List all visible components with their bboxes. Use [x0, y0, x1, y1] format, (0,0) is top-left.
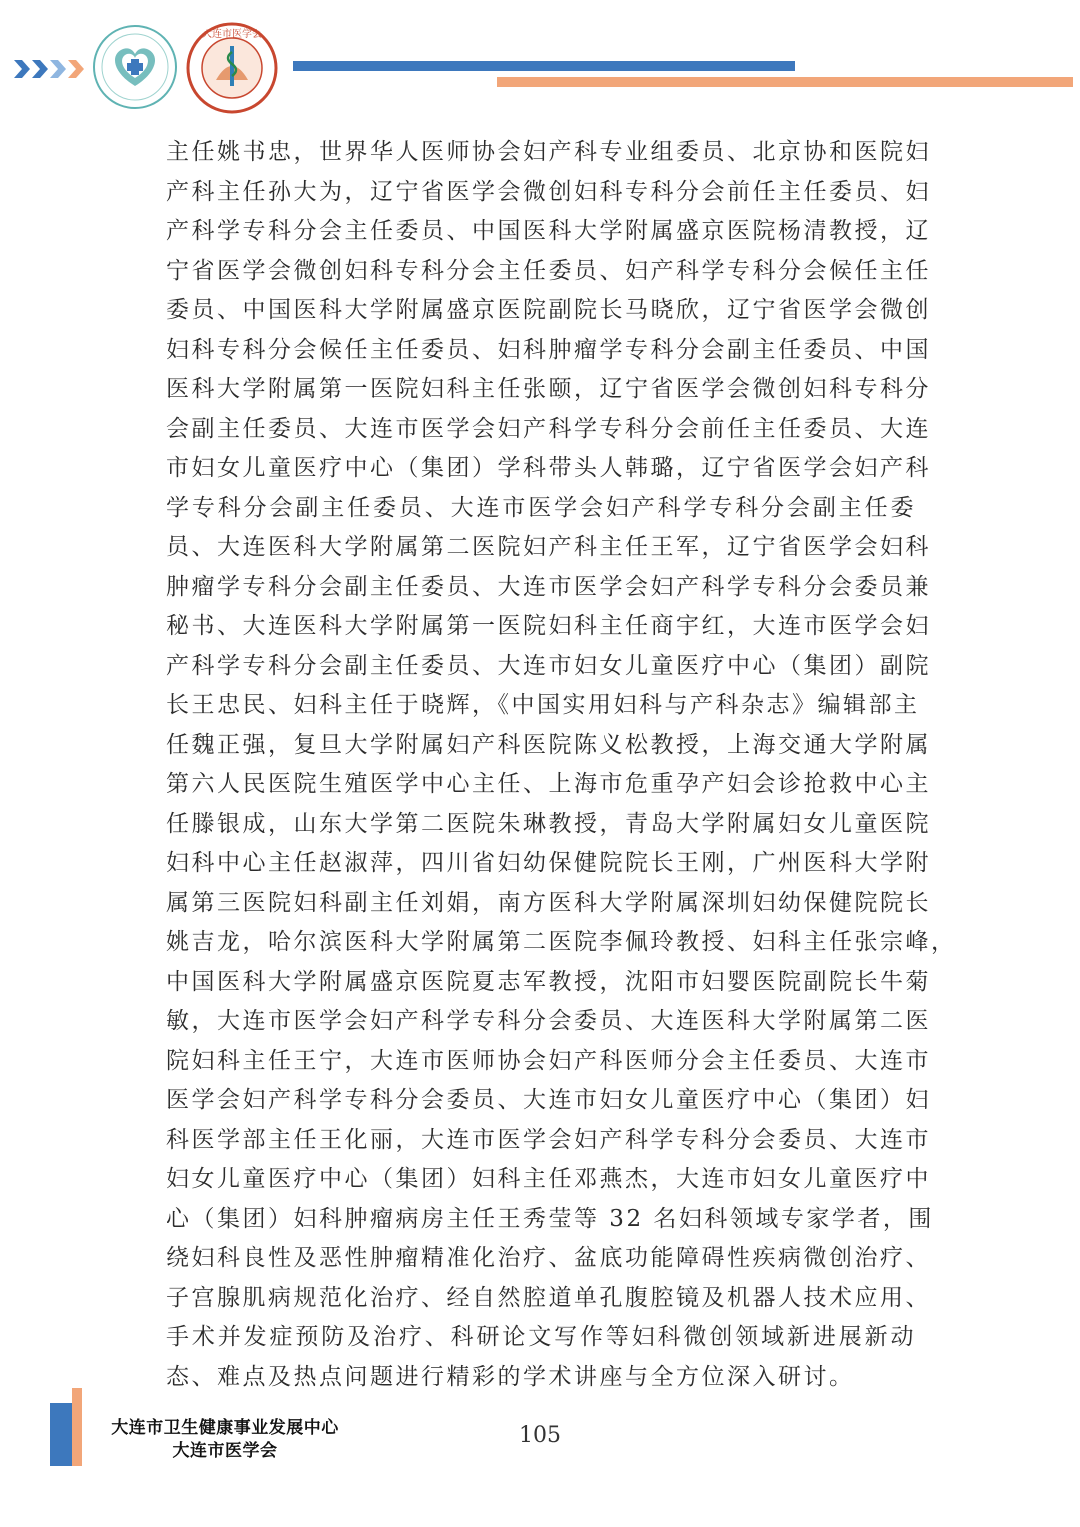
body-text-line: 手术并发症预防及治疗、科研论文写作等妇科微创领域新进展新动	[166, 1324, 916, 1350]
body-text-line: 心（集团）妇科肿瘤病房主任王秀莹等 32 名妇科领域专家学者，围	[166, 1205, 934, 1232]
chevron-arrows-icon	[14, 58, 84, 80]
page-header	[0, 0, 1080, 120]
body-text-line: 院妇科主任王宁，大连市医师协会妇产科医师分会主任委员、大连市	[166, 1047, 931, 1074]
body-text-line: 任滕银成，山东大学第二医院朱琳教授，青岛大学附属妇女儿童医院	[166, 810, 931, 837]
body-text-line: 产科学专科分会主任委员、中国医科大学附属盛京医院杨清教授，辽	[166, 218, 931, 244]
body-text-line: 第六人民医院生殖医学中心主任、上海市危重孕产妇会诊抢救中心主	[166, 771, 931, 797]
footer-org-line1: 大连市卫生健康事业发展中心	[111, 1418, 339, 1438]
body-text-line: 主任姚书忠，世界华人医师协会妇产科专业组委员、北京协和医院妇	[166, 139, 931, 165]
body-text-line: 肿瘤学专科分会副主任委员、大连市医学会妇产科学专科分会委员兼	[166, 573, 931, 600]
body-text-line: 会副主任委员、大连市医学会妇产科学专科分会前任主任委员、大连	[166, 415, 931, 442]
body-text-line: 产科主任孙大为，辽宁省医学会微创妇科专科分会前任主任委员、妇	[166, 178, 931, 205]
footer-org-line2: 大连市医学会	[172, 1441, 278, 1461]
body-text-line: 属第三医院妇科副主任刘娟，南方医科大学附属深圳妇幼保健院院长	[166, 889, 931, 916]
body-text-line: 员、大连医科大学附属第二医院妇产科主任王军，辽宁省医学会妇科	[166, 534, 931, 560]
body-text-line: 绕妇科良性及恶性肿瘤精准化治疗、盆底功能障碍性疾病微创治疗、	[166, 1245, 931, 1271]
article-body	[166, 133, 957, 1397]
body-text-line: 子宫腺肌病规范化治疗、经自然腔道单孔腹腔镜及机器人技术应用、	[166, 1284, 931, 1311]
body-text-line: 长王忠民、妇科主任于晓辉，《中国实用妇科与产科杂志》编辑部主	[166, 692, 920, 718]
body-text-line: 科医学部主任王化丽，大连市医学会妇产科学专科分会委员、大连市	[166, 1126, 931, 1153]
body-text-line: 妇科中心主任赵淑萍，四川省妇幼保健院院长王刚，广州医科大学附	[166, 850, 931, 876]
body-text-line: 妇科专科分会候任主任委员、妇科肿瘤学专科分会副主任委员、中国	[166, 336, 931, 363]
body-text-line: 妇女儿童医疗中心（集团）妇科主任邓燕杰，大连市妇女儿童医疗中	[166, 1166, 931, 1192]
body-text-line: 中国医科大学附属盛京医院夏志军教授，沈阳市妇婴医院副院长牛菊	[166, 968, 931, 995]
header-blue-bar	[293, 61, 795, 71]
body-text-line: 学专科分会副主任委员、大连市医学会妇产科学专科分会副主任委	[166, 494, 916, 521]
body-text-line: 委员、中国医科大学附属盛京医院副院长马晓欣，辽宁省医学会微创	[166, 297, 931, 323]
body-text-line: 市妇女儿童医疗中心（集团）学科带头人韩璐，辽宁省医学会妇产科	[166, 455, 931, 481]
body-text-line: 医科大学附属第一医院妇科主任张颐，辽宁省医学会微创妇科专科分	[166, 376, 931, 402]
body-text-line: 宁省医学会微创妇科专科分会主任委员、妇产科学专科分会候任主任	[166, 257, 931, 284]
header-orange-bar	[497, 77, 1073, 87]
body-text-line: 任魏正强，复旦大学附属妇产科医院陈义松教授，上海交通大学附属	[166, 731, 931, 758]
body-text-line: 医学会妇产科学专科分会委员、大连市妇女儿童医疗中心（集团）妇	[166, 1087, 931, 1113]
logo-text: 大连市医学会	[202, 29, 262, 40]
footer-orange-accent	[72, 1388, 82, 1466]
body-text-line: 态、难点及热点问题进行精彩的学术讲座与全方位深入研讨。	[166, 1363, 855, 1390]
body-text-line: 产科学专科分会副主任委员、大连市妇女儿童医疗中心（集团）副院	[166, 652, 931, 679]
body-text-line: 姚吉龙，哈尔滨医科大学附属第二医院李佩玲教授、妇科主任张宗峰，	[166, 929, 957, 955]
dalian-health-center-logo-icon	[92, 24, 178, 110]
body-text-line: 敏，大连市医学会妇产科学专科分会委员、大连医科大学附属第二医	[166, 1008, 931, 1034]
page-number: 105	[519, 1423, 561, 1448]
body-text-line: 秘书、大连医科大学附属第一医院妇科主任商宇红，大连市医学会妇	[166, 613, 931, 639]
footer-blue-accent	[50, 1403, 72, 1466]
dalian-medical-association-logo-icon	[186, 22, 278, 114]
